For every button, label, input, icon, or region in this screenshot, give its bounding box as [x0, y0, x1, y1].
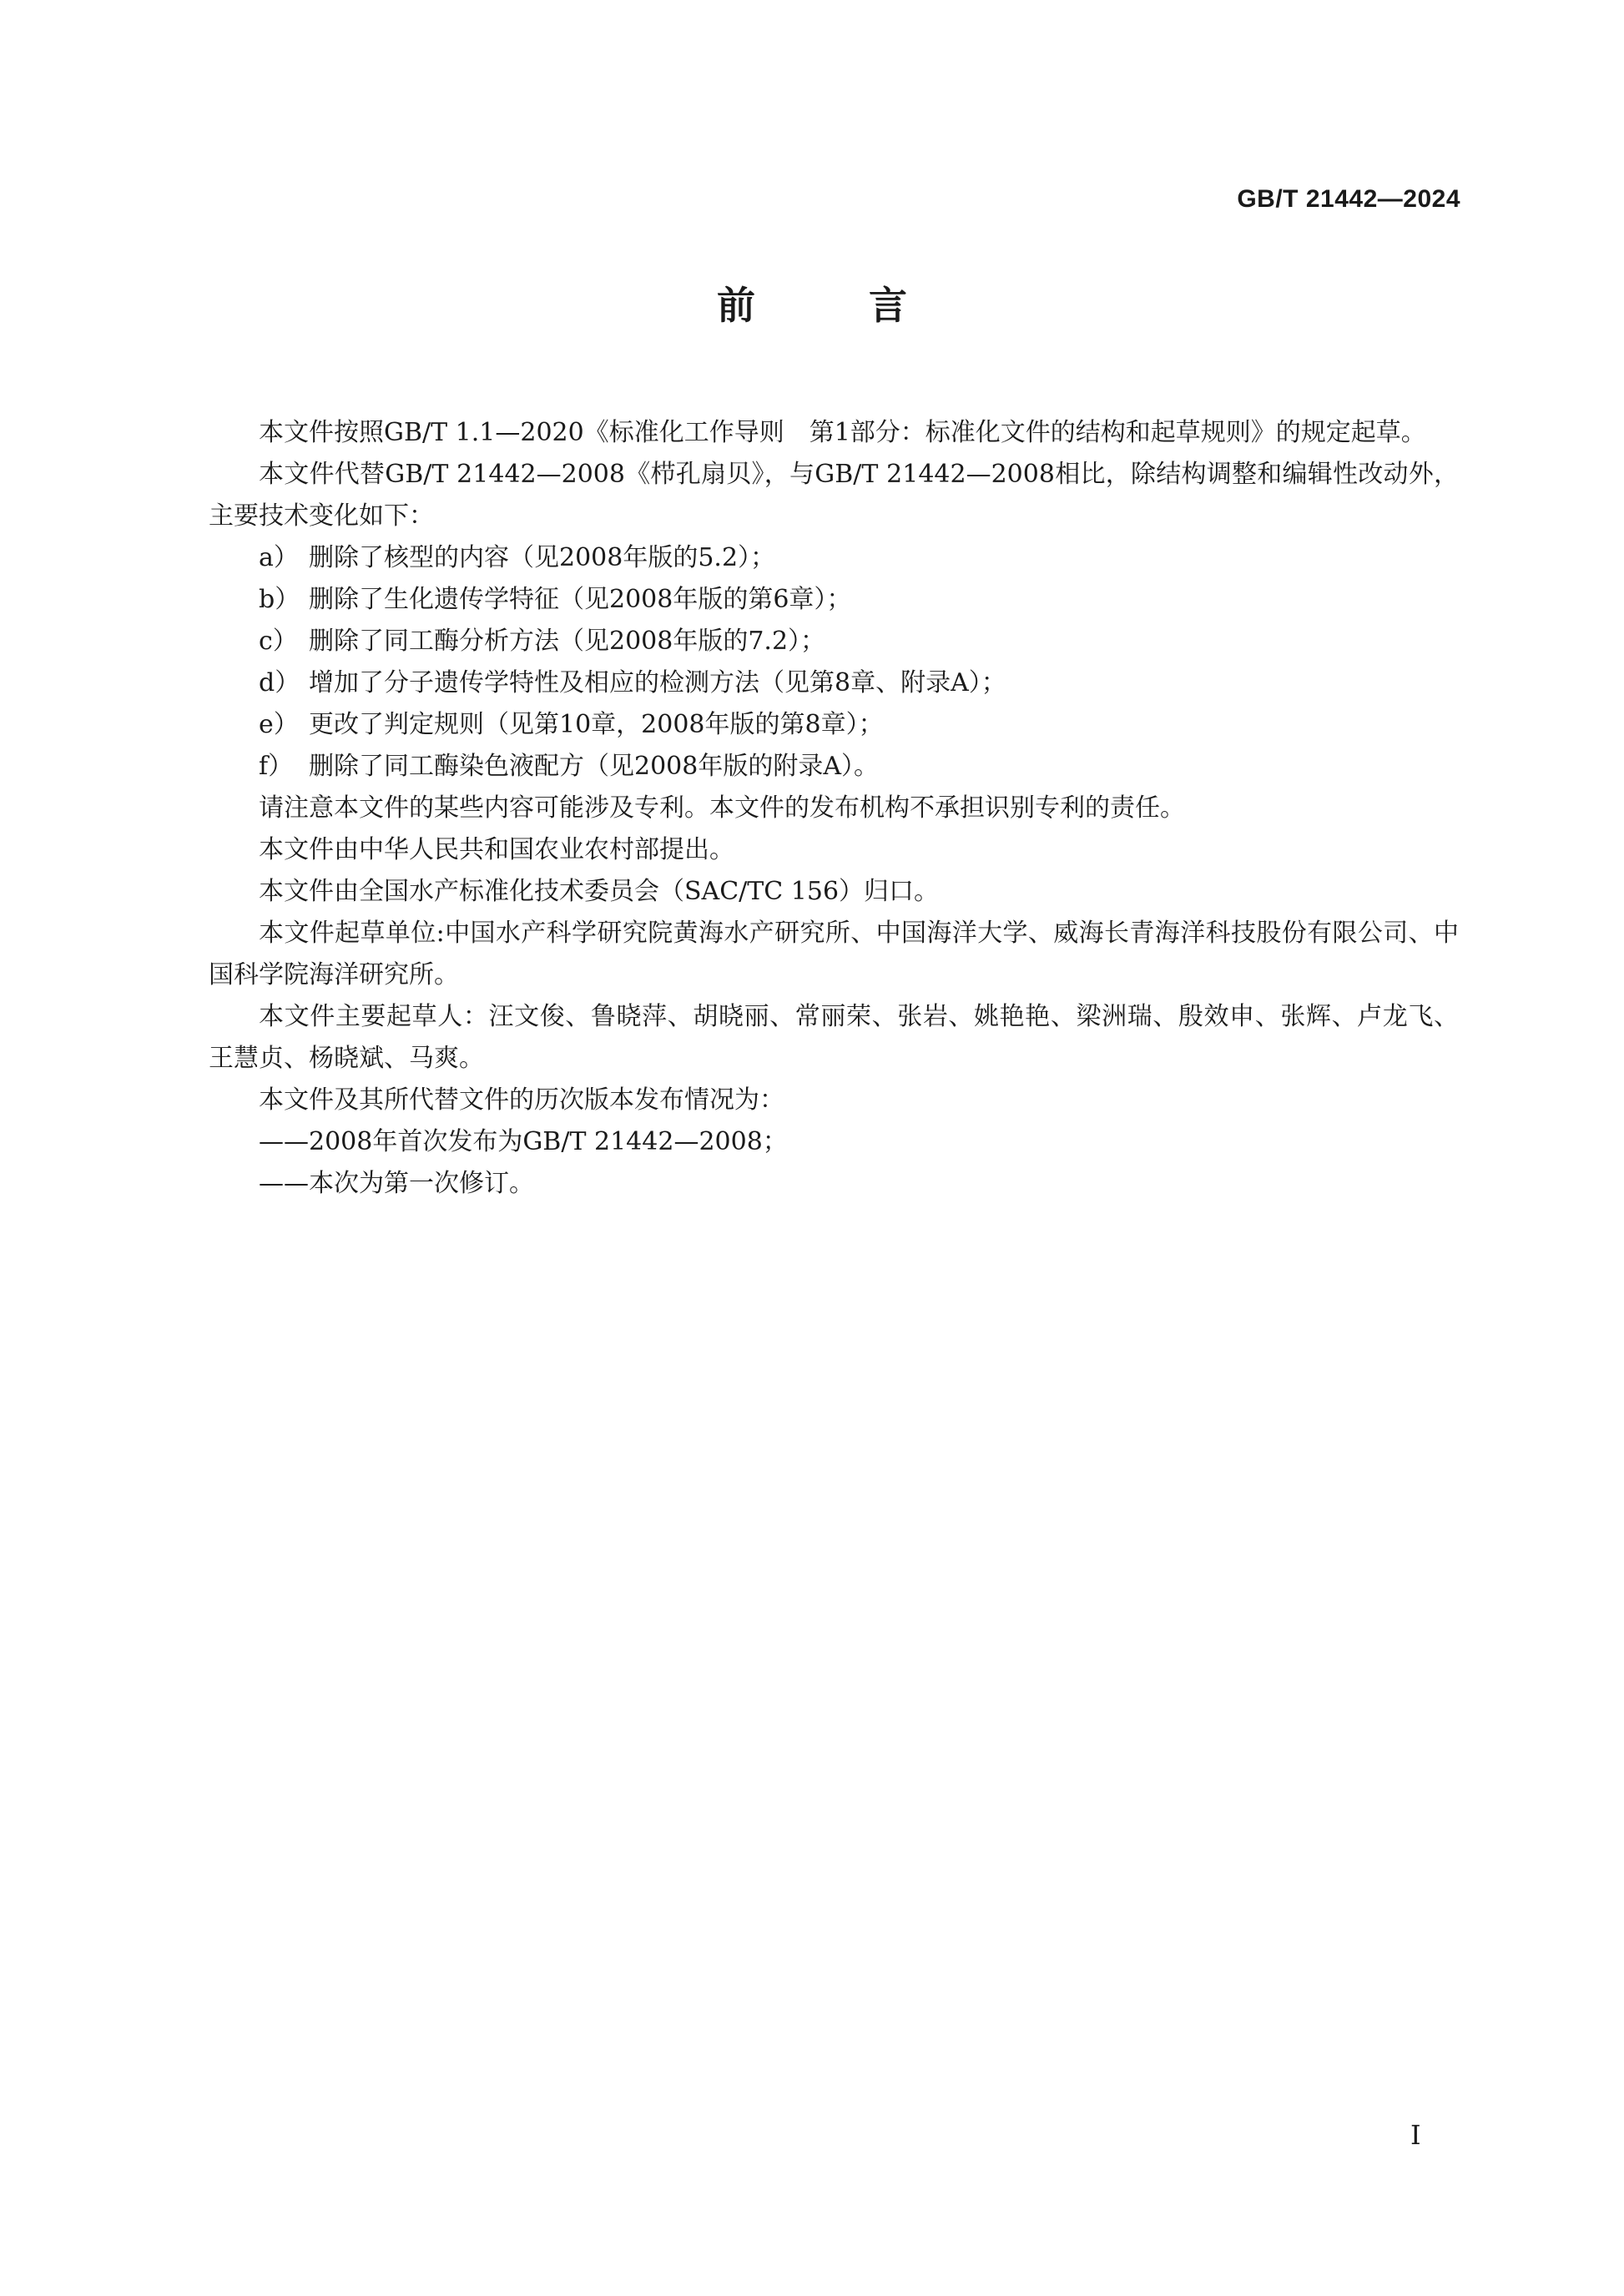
- list-item-text: 删除了同工酶分析方法（见2008年版的7.2）；: [309, 627, 826, 656]
- list-item-text: 删除了同工酶染色液配方（见2008年版的附录A）。: [309, 752, 880, 781]
- list-marker: e）: [259, 710, 299, 739]
- list-item-text: 增加了分子遗传学特性及相应的检测方法（见第8章、附录A）；: [309, 668, 1006, 697]
- page-title: 前 言: [716, 283, 957, 328]
- list-item: [209, 662, 1459, 704]
- list-marker: f）: [259, 752, 294, 781]
- list-marker: c）: [259, 627, 298, 656]
- paragraph-replacement: 本文件代替GB/T 21442—2008《栉孔扇贝》，与GB/T 21442—2008相比，除结构调整和编辑性改动外，主要技术变化如下：: [209, 460, 1459, 531]
- paragraph-version-history: 本文件及其所代替文件的历次版本发布情况为：: [259, 1085, 784, 1115]
- list-marker: b）: [259, 585, 300, 614]
- foreword-body: [209, 412, 1459, 1205]
- list-marker: d）: [259, 668, 300, 697]
- paragraph-drafting-rules: 本文件按照GB/T 1.1—2020《标准化工作导则 第1部分：标准化文件的结构和起草规则》的规定起草。: [259, 418, 1426, 447]
- list-marker: a）: [259, 543, 299, 572]
- list-item-text: 删除了生化遗传学特征（见2008年版的第6章）；: [309, 585, 852, 614]
- changes-list: [209, 537, 1459, 788]
- paragraph-drafters: 本文件主要起草人：汪文俊、鲁晓萍、胡晓丽、常丽荣、张岩、姚艳艳、梁洲瑞、殷效申、张辉、卢龙飞、王慧贞、杨晓斌、马爽。: [209, 1002, 1459, 1073]
- paragraph-drafting-units: 本文件起草单位:中国水产科学研究院黄海水产研究所、中国海洋大学、威海长青海洋科技股份有限公司、中国科学院海洋研究所。: [209, 919, 1459, 989]
- list-item: [209, 704, 1459, 746]
- paragraph-proposer: 本文件由中华人民共和国农业农村部提出。: [259, 835, 734, 864]
- list-item: [209, 537, 1459, 579]
- list-item-text: 删除了核型的内容（见2008年版的5.2）；: [309, 543, 776, 572]
- list-item-text: 更改了判定规则（见第10章，2008年版的第8章）；: [309, 710, 884, 739]
- paragraph-responsible-committee: 本文件由全国水产标准化技术委员会（SAC/TC 156）归口。: [259, 877, 940, 906]
- history-item: ——2008年首次发布为GB/T 21442—2008；: [259, 1127, 788, 1156]
- list-item: [209, 579, 1459, 621]
- list-item: [209, 746, 1459, 788]
- history-list: [209, 1121, 1459, 1205]
- page-number: I: [1410, 2119, 1421, 2151]
- document-code: GB/T 21442—2024: [1237, 185, 1460, 213]
- history-item: ——本次为第一次修订。: [259, 1169, 534, 1198]
- list-item: [209, 621, 1459, 662]
- paragraph-patent-notice: 请注意本文件的某些内容可能涉及专利。本文件的发布机构不承担识别专利的责任。: [259, 793, 1185, 823]
